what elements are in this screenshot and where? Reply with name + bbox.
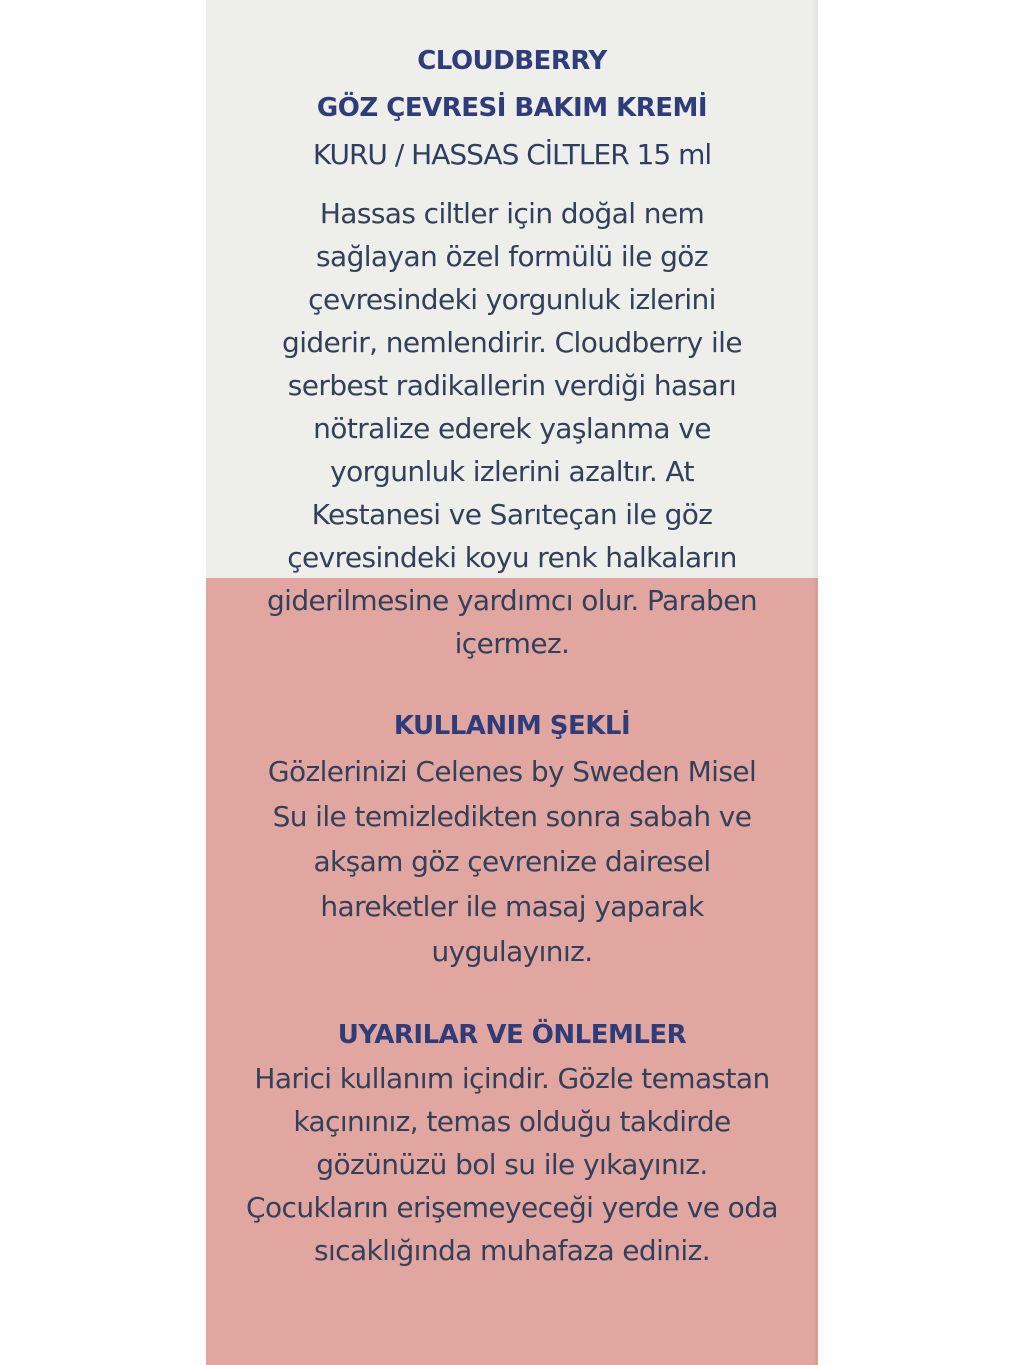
warnings-line: Çocukların erişemeyeceği yerde ve oda — [246, 1191, 778, 1224]
warnings-line: gözünüzü bol su ile yıkayınız. — [316, 1148, 708, 1181]
usage-line: hareketler ile masaj yaparak — [320, 890, 704, 923]
description-line: içermez. — [454, 627, 570, 660]
description-line: yorgunluk izlerini azaltır. At — [330, 455, 694, 488]
usage-line: Gözlerinizi Celenes by Sweden Misel — [267, 755, 757, 788]
usage-line: akşam göz çevrenize dairesel — [313, 845, 711, 878]
warnings-line: Harici kullanım içindir. Gözle temastan — [254, 1062, 770, 1095]
product-name: CLOUDBERRY — [417, 46, 607, 76]
description-line: çevresindeki koyu renk halkaların — [287, 541, 737, 574]
description-line: giderilmesine yardımcı olur. Paraben — [266, 584, 757, 617]
warnings-heading: UYARILAR VE ÖNLEMLER — [337, 1020, 687, 1050]
description-line: sağlayan özel formülü ile göz — [316, 240, 708, 273]
description-line: Kestanesi ve Sarıteçan ile göz — [311, 498, 713, 531]
usage-line: uygulayınız. — [431, 935, 593, 968]
usage-line: Su ile temizledikten sonra sabah ve — [272, 800, 752, 833]
product-type: GÖZ ÇEVRESİ BAKIM KREMİ — [316, 93, 708, 123]
description-line: nötralize ederek yaşlanma ve — [313, 412, 711, 445]
usage-heading: KULLANIM ŞEKLİ — [393, 711, 631, 741]
description-line: Hassas ciltler için doğal nem — [319, 197, 705, 230]
product-skin-volume: KURU / HASSAS CİLTLER 15 ml — [312, 138, 712, 171]
description-line: serbest radikallerin verdiği hasarı — [287, 369, 737, 402]
warnings-line: sıcaklığında muhafaza ediniz. — [313, 1234, 711, 1267]
description-line: giderir, nemlendirir. Cloudberry ile — [282, 326, 742, 359]
product-label — [206, 0, 818, 1365]
description-line: çevresindeki yorgunluk izlerini — [308, 283, 716, 316]
warnings-line: kaçınınız, temas olduğu takdirde — [293, 1105, 731, 1138]
